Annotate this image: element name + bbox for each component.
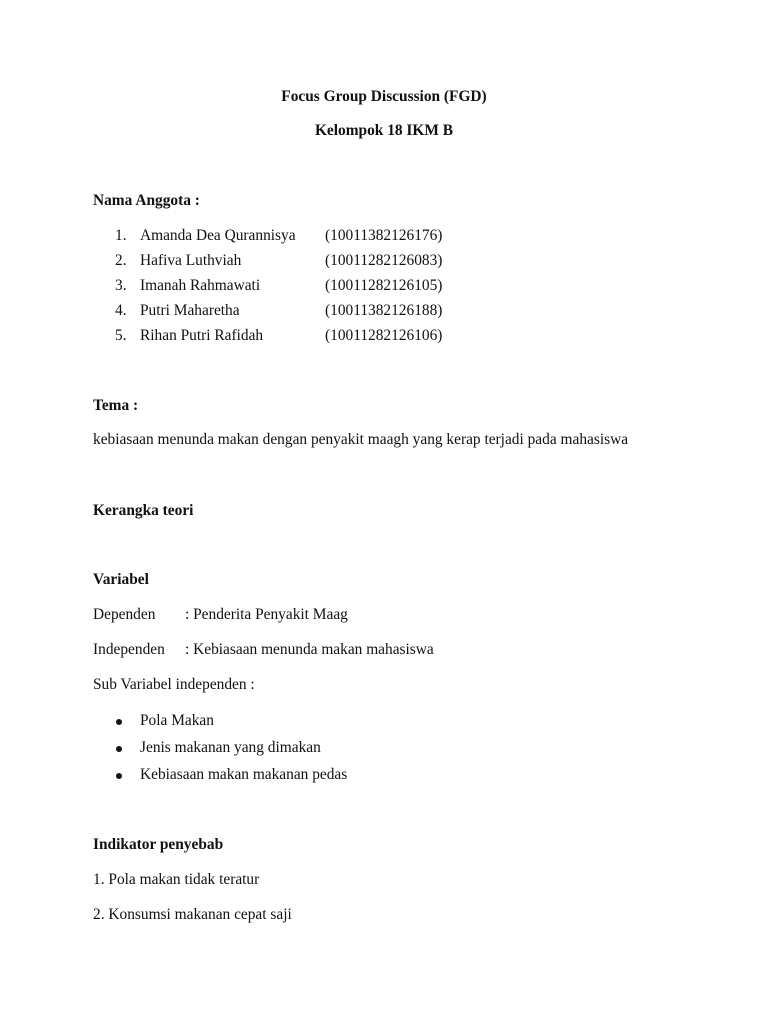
variables-heading: Variabel xyxy=(93,571,149,588)
theme-heading-row xyxy=(0,396,768,416)
member-id: (10011282126083) xyxy=(325,252,443,269)
independent-label: Independen xyxy=(93,641,165,658)
member-number: 3. xyxy=(115,277,127,294)
subtitle-row xyxy=(0,121,768,141)
indicators-heading-row xyxy=(0,835,768,855)
indicator-item xyxy=(0,905,768,925)
member-id: (10011282126105) xyxy=(325,277,443,294)
dependent-label: Dependen xyxy=(93,606,156,623)
member-number: 4. xyxy=(115,302,127,319)
member-name: Imanah Rahmawati xyxy=(140,277,261,294)
framework-heading-row xyxy=(0,501,768,521)
sub-variable-item xyxy=(0,765,768,785)
sub-variable-label: Pola Makan xyxy=(140,712,214,729)
member-number: 5. xyxy=(115,327,127,344)
member-number: 2. xyxy=(115,252,127,269)
sub-variable-label: Kebiasaan makan makanan pedas xyxy=(140,766,348,783)
dependent-value: : Penderita Penyakit Maag xyxy=(185,606,348,623)
dependent-row xyxy=(0,605,768,625)
document-title: Focus Group Discussion (FGD) xyxy=(281,88,487,105)
sub-variable-label: Jenis makanan yang dimakan xyxy=(140,739,321,756)
theme-heading: Tema : xyxy=(93,397,139,414)
members-heading: Nama Anggota : xyxy=(93,192,200,209)
member-id: (10011382126188) xyxy=(325,302,443,319)
member-row xyxy=(0,301,768,321)
title-row xyxy=(0,87,768,107)
indicator-text: 2. Konsumsi makanan cepat saji xyxy=(93,906,292,923)
bullet-icon xyxy=(116,746,122,752)
member-name: Putri Maharetha xyxy=(140,302,240,319)
member-number: 1. xyxy=(115,227,127,244)
variables-heading-row xyxy=(0,570,768,590)
theme-text: kebiasaan menunda makan dengan penyakit maagh yang kerap terjadi pada mahasiswa xyxy=(93,431,629,448)
bullet-icon xyxy=(116,719,122,725)
member-id: (10011282126106) xyxy=(325,327,443,344)
member-name: Hafiva Luthviah xyxy=(140,252,242,269)
members-heading-row xyxy=(0,191,768,211)
indicator-item xyxy=(0,870,768,890)
member-name: Amanda Dea Qurannisya xyxy=(140,227,296,244)
member-row xyxy=(0,251,768,271)
member-row xyxy=(0,276,768,296)
member-name: Rihan Putri Rafidah xyxy=(140,327,264,344)
member-id: (10011382126176) xyxy=(325,227,443,244)
member-row xyxy=(0,226,768,246)
sub-variable-item xyxy=(0,738,768,758)
sub-variable-heading: Sub Variabel independen : xyxy=(93,676,255,693)
independent-row xyxy=(0,640,768,660)
sub-variable-heading-row xyxy=(0,675,768,695)
theme-text-row xyxy=(0,430,768,450)
indicator-text: 1. Pola makan tidak teratur xyxy=(93,871,260,888)
indicators-heading: Indikator penyebab xyxy=(93,836,224,853)
group-subtitle: Kelompok 18 IKM B xyxy=(314,122,454,139)
member-row xyxy=(0,326,768,346)
framework-heading: Kerangka teori xyxy=(93,502,194,519)
bullet-icon xyxy=(116,773,122,779)
independent-value: : Kebiasaan menunda makan mahasiswa xyxy=(185,641,434,658)
sub-variable-item xyxy=(0,711,768,731)
